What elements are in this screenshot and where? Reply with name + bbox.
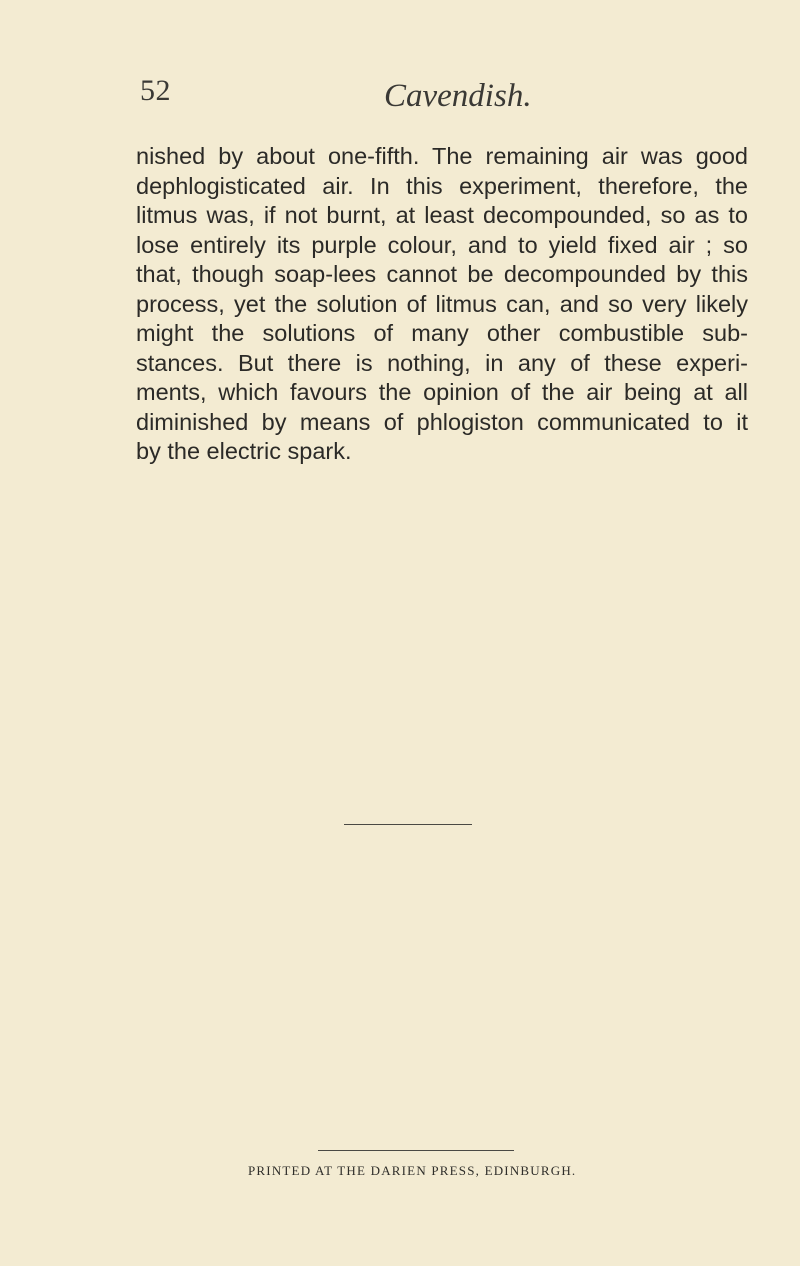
text-line: diminished by means of phlogiston communicated to it <box>136 408 748 435</box>
running-head: Cavendish. <box>384 78 532 114</box>
text-line: dephlogisticated air. In this experiment, therefore, the <box>136 172 748 199</box>
text-line: process, yet the solution of litmus can, and so very likely <box>136 290 748 317</box>
text-line: lose entirely its purple colour, and to yield fixed air ; so <box>136 231 748 258</box>
section-divider-rule <box>344 824 472 825</box>
text-line: nished by about one-fifth. The remaining air was good <box>136 143 748 169</box>
text-line: litmus was, if not burnt, at least decompounded, so as to <box>136 202 748 228</box>
body-paragraph <box>136 142 748 467</box>
text-line: by the electric spark. <box>136 438 352 464</box>
footer-rule <box>318 1150 514 1151</box>
text-line: ments, which favours the opinion of the air being at all <box>136 379 748 405</box>
text-line: might the solutions of many other combustible sub- <box>136 320 748 346</box>
page-number: 52 <box>140 74 171 107</box>
text-line: stances. But there is nothing, in any of these experi- <box>136 349 748 376</box>
printer-imprint: PRINTED AT THE DARIEN PRESS, EDINBURGH. <box>248 1163 577 1178</box>
text-line: that, though soap-lees cannot be decompounded by this <box>136 261 748 287</box>
